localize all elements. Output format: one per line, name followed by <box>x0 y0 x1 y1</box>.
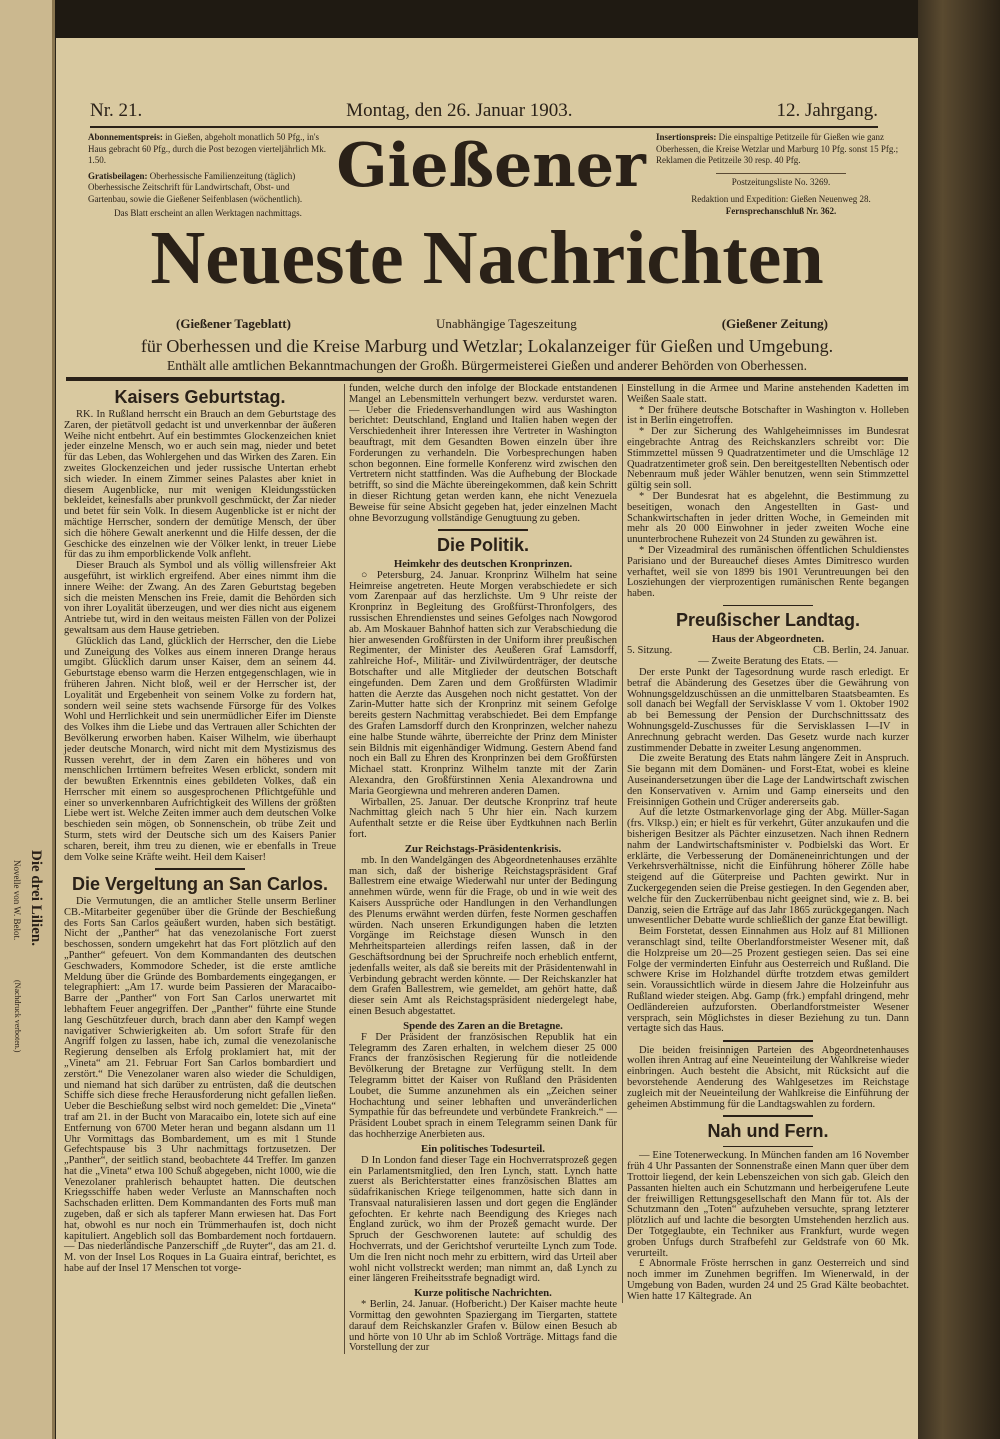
article-paragraph: ○ Petersburg, 24. Januar. Kronprinz Wilhelm hat seine Heimreise angetreten. Heute Morgen verabschiedete er sich vom Zarenpaar auf das herzlichste. Um 9 Uhr reiste der Kronprinz in Begleitung des Großfürst-Thronfolgers, des russischen Ehrendienstes und seines Gefolges nach Nowgorod ab. Am Moskauer Bahnhof hatten sich zur Verabschiedung die hier anwesenden Großfürsten in der Uniform ihrer preußischen Regimenter, der Minister des Aeußeren Graf Lamsdorff, zahlreiche Hof-, Militär- und Zivilwürdenträger, der deutsche Botschafter und alle Mitglieder der deutschen Botschaft eingefunden. Dem Zaren und dem Großfürsten Wladimir hatten die Aerzte das Ausgehen noch nicht gestattet. Von der Zarin-Mutter hatte sich der Kronprinz mit seinem Gefolge bereits gestern Nachmittag verabschiedet. Bei dem Empfange des Grafen Lamsdorff durch den Kronprinzen, welcher nahezu eine halbe Stunde währte, überreichte der Prinz dem Minister sein Bildnis mit eigenhändiger Widmung. Gestern Abend fand noch ein Ball zu Ehren des Kronprinzen bei dem Großfürsten Michael statt. Kronprinz Wilhelm tanzte mit der Zarin Alexandra, den Großfürstinnen Xenia Alexandrowna und Maria Georgiewna und mehreren anderen Damen. <box>349 569 617 797</box>
article-paragraph: Die zweite Beratung des Etats nahm längere Zeit in Anspruch. Sie begann mit dem Domänen- und Forst-Etat, wobei es kleine Auseinandersetzungen über die Lage der Landwirtschaft zwischen den Konservativen v. Arnim und Gamp einerseits und den Freisinnigen Gothein und Crüger andererseits gab. <box>627 753 909 808</box>
divider <box>723 1115 813 1117</box>
article-paragraph: D In London fand dieser Tage ein Hochverratsprozeß gegen ein Parlamentsmitglied, den Iren Lynch, statt. Lynch hatte zuerst als Berichterstatter eines französischen Blattes am südafrikanischen Kriege teilgenommen, hatte sich dann in Transvaal naturalisieren lassen und dort gegen die Engländer gefochten. Er kehrte nach Beendigung des Krieges nach England zurück, wo ihm der Prozeß gemacht wurde. Der Spruch der Geschworenen lautete: auf schuldig des Hochverrats, und der Gerichtshof verurteilte Lynch zum Tode. Um die Iren nicht noch mehr zu erbittern, wird das Urteil aber wohl nicht vollstreckt werden; man nimmt an, daß Lynch zu einer längeren Freiheitsstrafe begnadigt wird. <box>349 1154 617 1285</box>
advertising-box <box>656 132 906 217</box>
article-subheadline: Ein politisches Todesurteil. <box>421 1142 545 1155</box>
masthead-rule <box>66 377 908 381</box>
article-subheadline: Haus der Abgeordneten. <box>711 633 825 646</box>
divider <box>155 868 245 870</box>
article-subheadline: Heimkehr des deutschen Kronprinzen. <box>393 557 573 570</box>
article-subheadline: Zur Reichstags-Präsidentenkrisis. <box>404 842 562 855</box>
article-paragraph: F Der Präsident der französischen Republik hat ein Telegramm des Zaren erhalten, in welchem dieser 25 000 Francs der französischen Regierung für die notleidende Bevölkerung der Bretagne zur Verfügung stellt. In dem Telegramm bittet der Kaiser von Rußland den Präsidenten Loubet, die Summe anzunehmen als ein „Zeichen seiner Hochachtung und seiner lebhaften und unveränderlichen Sympathie für das befreundete und verbündete Frankreich.“ — Präsident Loubet sprach in einem Telegramm seinen Dank für das hochherzige Anerbieten aus. <box>349 1031 617 1140</box>
article-subheadline: Spende des Zaren an die Bretagne. <box>403 1019 563 1032</box>
serial-byline: Novelle von W. Belot. <box>12 860 22 941</box>
article-paragraph: Der erste Punkt der Tagesordnung wurde rasch erledigt. Er betraf die Abänderung des Gesetzes über die Gewährung von Wohnungsgeldzuschüssen an die unmittelbaren Staatsbeamten. Es soll danach bei Wegfall der Servisklasse V vom 1. Oktober 1902 ab bei Bemessung der Pension der Durchschnittssatz des Wohnungsgeld-Zuschusses für die Servisklassen I—IV in Anrechnung gebracht werden. Das Gesetz wurde nach kurzer zustimmender Debatte in zweiter Lesung angenommen. <box>627 667 909 754</box>
article-subheadline: Kurze politische Nachrichten. <box>414 1287 552 1300</box>
article-paragraph: Die Vermutungen, die an amtlicher Stelle unserm Berliner CB.-Mitarbeiter gegenüber über die Gründe der Beschießung des Forts San Carlos geäußert wurden, haben sich bestätigt. Nicht der „Panther“ hat das venezolanische Fort zuerst beschossen, sondern umgekehrt hat das Fort plötzlich auf den „Panther“ gefeuert. Von dem Kommandanten des deutschen Geschwaders, Kommodore Scheder, ist die erste amtliche Meldung über die Gründe des Bombardements eingegangen, er telegraphiert: „Am 17. wurde beim Passieren der Maracaibo-Barre der „Panther“ von Fort San Carlos unerwartet mit lebhaftem Feuer angegriffen. Der „Panther“ führte eine Stunde lang Geschützfeuer durch, brach dann aber den Kampf wegen navigativer Schwierigkeiten ab. Um sofort Strafe für den Angriff folgen zu lassen, habe ich, zumal die venezolanische Regierung denselben als Erfolg proklamiert hat, mit der „Vineta“ am 21. Februar Fort San Carlos bombardiert und zerstört.“ Die Venezolaner waren also wieder die Schuldigen, und niemand hat sich darüber zu entrüsten, daß die deutschen Schiffe sich diese freche Herausforderung nicht gefallen ließen. Ueber die Beschießung selbst wird noch gemeldet: Die „Vineta“ traf am 21. in der Bucht von Maracaibo ein, lotete sich auf eine Entfernung von 6700 Meter heran und begann alsdann um 11 Uhr Vormittags das Bombardement, um es mit 1 Stunde Gefechtspause bis 3 Uhr nachmittags fortzusetzen. Der „Panther“, der seitlich stand, beobachtete 44 Treffer. Im ganzen hat die „Vineta“ etwa 100 Schuß abgegeben, nicht 1000, wie die Venezolaner prahlerisch behauptet hatten. Die deutschen Kriegsschiffe haben weder Verluste an Mannschaften noch Sachschaden erlitten. Dem Kommandanten des Forts muß man zugeben, daß er sich als tapferer Mann erwiesen hat. Das Fort hat, obwohl es nur noch ein Trümmerhaufen ist, doch nicht kapituliert. Angeblich soll das Bombardement noch fortdauern. — Das niederländische Panzerschiff „de Ruyter“, das am 21. d. M. von der Insel Los Roques in La Guaira eintraf, berichtet, es habe auf der Insel 17 Menschen tot vorge- <box>64 895 336 1275</box>
subtitle-row <box>176 316 828 332</box>
issue-date: Montag, den 26. Januar 1903. <box>346 100 573 121</box>
ad-label: Insertionspreis: <box>656 132 717 142</box>
article-paragraph: — Eine Totenerweckung. In München fanden am 16 November früh 4 Uhr Passanten der Sonnenstraße einen Mann quer über dem Trottoir liegend, der kein Lebenszeichen von sich gab. Gleich den Passanten hielten auch ein Schutzmann und herbeigerufene Leute der freiwilligen Rettungsgesellschaft den Mann für tot. Als der Schutzmann den „Toten“ aufzuheben versuchte, sprang letzterer plötzlich auf und lachte die besorgten Umstehenden herzlich aus. Der Totgeglaubte, ein Techniker aus Frankfurt, wurde wegen groben Unfugs durch Strafbefehl zur Geldstrafe von 60 Mk. verurteilt. <box>627 1150 909 1259</box>
newspaper-page <box>56 38 918 1439</box>
official-notices-line: Enthält alle amtlichen Bekanntmachungen der Großh. Bürgermeisterei Gießen und anderer Behörden von Oberhessen. <box>166 358 808 373</box>
publication-note: Das Blatt erscheint an allen Werktagen nachmittags. <box>114 208 302 218</box>
divider <box>438 529 528 531</box>
scan-border-top <box>0 0 1000 40</box>
masthead-title-2: Neueste Nachrichten <box>150 216 824 300</box>
article-paragraph: Beim Forstetat, dessen Einnahmen aus Holz auf 81 Millionen veranschlagt sind, teilte Oberlandforstmeister Wesener mit, daß die Holzpreise um 20—25 Prozent gestiegen seien. Das sei eine Folge der verminderten Einfuhr aus Oesterreich und Rußland. Die schwere Krise im Holzhandel dürfte trotzdem etwas gemildert sein. Voraussichtlich würde in diesem Jahre die Holzeinfuhr aus Rußland wieder steigen. Abg. Gamp (frk.) empfahl dringend, mehr Oedländereien aufzuforsten. Oberlandforstmeister Wesener versprach, sein Möglichstes in dieser Beziehung zu tun. Dann vertagte sich das Haus. <box>627 926 909 1035</box>
serial-title: Die drei Lilien. <box>28 850 44 946</box>
article-paragraph: £ Abnormale Fröste herrschen in ganz Oesterreich und sind noch immer im Zunehmen begriffen. Im Wienerwald, in der Umgebung von Baden, wurden 24 und 25 Grad Kälte beobachtet. Wien hatte 17 Kältegrade. An <box>627 1258 909 1302</box>
article-headline: Die Politik. <box>436 534 530 555</box>
subscription-box <box>88 132 328 220</box>
subscription-text: in Gießen, abgeholt monatlich 50 Pfg., in's Haus gebracht 60 Pfg., durch die Post bezogen vierteljährlich Mk. 1.50. <box>88 132 326 165</box>
article-headline: Die Vergeltung an San Carlos. <box>71 873 329 894</box>
adjacent-page-strip <box>0 0 55 1439</box>
region-line: für Oberhessen und die Kreise Marburg und Wetzlar; Lokalanzeiger für Gießen und Umgebung. <box>140 336 834 356</box>
subtitle-left: (Gießener Tageblatt) <box>176 316 291 331</box>
article-headline: Kaisers Geburtstag. <box>114 387 286 407</box>
scan-border-right <box>918 0 1000 1439</box>
subtitle-right: (Gießener Zeitung) <box>721 316 828 331</box>
article-paragraph: * Der frühere deutsche Botschafter in Washington v. Holleben ist in Berlin eingetroffen. <box>627 404 909 427</box>
article-headline: Nah und Fern. <box>707 1120 829 1141</box>
article-paragraph: Die beiden freisinnigen Parteien des Abgeordnetenhauses wollen ihren Antrag auf eine Neueinteilung der Wahlkreise wieder einbringen. Auch besteht die Absicht, mit Rücksicht auf die bevorstehende Aenderung des Wahlgesetzes im Reichstage zugleich mit der Neueinteilung der Wahlkreise die Einführung der geheimen Abstimmung für die Landtagswahlen zu fordern. <box>627 1044 909 1110</box>
article-paragraph: Wirballen, 25. Januar. Der deutsche Kronprinz traf heute Nachmittag gleich nach 5 Uhr hier ein. Nach kurzem Aufenthalt setzte er die Reise über Eydtkuhnen nach Berlin fort. <box>349 796 617 840</box>
divider <box>723 1146 813 1148</box>
editorial-address: Redaktion und Expedition: Gießen Neuenweg 28. <box>691 194 871 204</box>
article-paragraph: mb. In den Wandelgängen des Abgeordnetenhauses erzählte man sich, daß der bisherige Reichstagspräsident Graf Ballestrem eine etwaige Wiederwahl nur unter der Bedingung annehmen würde, wenn für die Frage, ob und in wie weit des Kaisers Aussprüche oder Handlungen in den Verhandlungen des Plenums erwähnt werden dürfen, feste Normen geschaffen würden. Nach unseren Erkundigungen haben die letzten Vorgänge im Reichstage diesen Wunsch in den Mehrheitsparteien allerdings reifen lassen, daß in der Geschäftsordnung bei der Spruchreife noch erheblich entfernt, jedenfalls weiter, als daß sie bereits mit der Präsidentenwahl in Verbindung gebracht werden könnte. — Der Reichskanzler hat dem Grafen Ballestrem, wie gemeldet, am gehört hatte, daß dieser sein Amt als Reichstagspräsident niedergelegt habe, einen Besuch abgestattet. <box>349 854 617 1017</box>
serial-reprint-note: (Nachdruck verboten.) <box>13 980 22 1053</box>
ad-price: Die einspaltige Petitzeile für Gießen wie ganz Oberhessen, die Kreise Wetzlar und Marburg 10 Pfg. sonst 15 Pfg.; Reklamen die Petitzeile 30 resp. 40 Pfg. <box>656 132 899 165</box>
article-headline: Preußischer Landtag. <box>675 610 861 631</box>
postal-list: Postzeitungsliste No. 3269. <box>716 173 846 189</box>
divider <box>723 605 813 607</box>
section-caption: — Zweite Beratung des Etats. — <box>698 656 838 668</box>
article-paragraph: * Der zur Sicherung des Wahlgeheimnisses im Bundesrat eingebrachte Antrag des Reichskanzlers schreibt vor: Die Stimmzettel müssen 9 Quadratzentimeter und die Umschläge 12 Quadratzentimeter groß sein. Den bereitgestellten Nebentisch oder Nebenraum muß jeder Wähler benutzen, wenn sein Stimmzettel gültig sein soll. <box>627 426 909 492</box>
masthead-title-1: Gießener <box>336 131 646 201</box>
article-paragraph: Einstellung in die Armee und Marine anstehenden Kadetten im Weißen Saale statt. <box>627 383 909 405</box>
supplements-label: Gratisbeilagen: <box>88 170 148 181</box>
divider <box>723 1040 813 1042</box>
subscription-label: Abonnementspreis: <box>88 132 163 142</box>
column-3 <box>622 384 909 1303</box>
supplements-text: Oberhessische Familienzeitung (täglich) Oberhessische Zeitschrift für Landwirtschaft, Obst- und Gartenbau, sowie die Gießener Seifenblasen (wöchentlich). <box>88 170 303 204</box>
article-paragraph: * Der Bundesrat hat es abgelehnt, die Bestimmung zu beseitigen, wonach den Angestellten in Gast- und Schankwirtschaften in jeder dritten Woche, in Gemeinden mit mehr als 20 000 Einwohner in jeder zweiten Woche eine ununterbrochene Ruhezeit von 24 Stunden zu gewähren ist. <box>627 490 909 546</box>
column-1 <box>64 384 336 1275</box>
subtitle-center: Unabhängige Tageszeitung <box>435 316 577 331</box>
article-paragraph: Auf die letzte Ostmarkenvorlage ging der Abg. Müller-Sagan (frs. Vlksp.) ein; er hielt es für verkehrt, Güter anzukaufen und die bisherigen Besitzer als Pächter einzusetzen. Nach ihnen Rednern nahm der Landwirtschaftsminister v. Podbielski das Wort. Er erklärte, die Verbesserung der Domäneneinrichtungen und der Verkehrsverhältnisse, nicht die Einführung höherer Zölle habe steigend auf die Güterpreise und Pachten gewirkt. Nur in Zuckergegenden seien die Preise gestiegen. In den Gegenden aber, welche für den Zuckerrübenbau nicht geeignet sind, wie z. B. bei Danzig, seien die Erträge auf das Jahr 1865 zurückgegangen. Nach unwesentlicher Debatte wurde schließlich der ganze Etat bewilligt. <box>627 807 909 927</box>
article-paragraph: * Der Vizeadmiral des rumänischen öffentlichen Schuldienstes Parisiano und der Bureauchef dieses Amtes Dimitresco wurden verhaftet, weil sie von 1899 bis 1901 Veruntreuungen bei den Losziehungen der vierprozentigen rumänischen Rente begangen haben. <box>627 544 909 600</box>
phone-number: Fernsprechanschluß Nr. 362. <box>725 205 837 216</box>
article-paragraph: funden, welche durch den infolge der Blockade entstandenen Mangel an Lebensmitteln verhungert bezw. verdurstet waren. — Ueber die Friedensverhandlungen wird aus Washington berichtet: Deutschland, England und Italien haben wegen der Verschiedenheit ihrer Interessen ihre Vertreter in Washington beauftragt, mit dem Gesandten Bowen einzeln über ihre Forderungen zu verhandeln. Die Vorbesprechungen haben schon begonnen. Eine formelle Konferenz wird zwischen den Vertretern nicht stattfinden. Was die Aufhebung der Blockade betrifft, so sind die Mächte übereingekommen, daß kein Schritt in dieser Richtung getan werden kann, ehe nicht Venezuela Beweise für seine Absicht gegeben hat, jeder einzelnen Macht ohne Bevorzugung vollständige Genugtuung zu geben. <box>349 383 617 524</box>
article-paragraph: RK. In Rußland herrscht ein Brauch an dem Geburtstage des Zaren, der pietätvoll gedacht ist und unverkennbar der äußeren Weihe nicht entbehrt. Auf ein bestimmtes Glockenzeichen kniet jeder einzelne Mensch, wo er auch sein mag, nieder und betet für das Leben, das Wohlergehen und das Wirken des Zaren. Ein zweites Glockenzeichen und jeder russische Untertan erhebt sich wieder. In einem Zimmer seines Palastes aber kniet in diesem Augenblicke, nur mit wenigen Kleidungsstücken bekleidet, keinesfalls aber prunkvoll geschmückt, der Zar nieder und betet für sein Volk. In diesem Augenblicke ist er nicht der mächtige Herrscher, sondern der demütige Mensch, der über sich die höhere Gewalt anerkennt und die Hilfe dessen, der die Geschicke des einzelnen wie der Völker lenkt, in treuer Liebe für das zu ihm emporblickende Volk anfleht. <box>64 409 336 561</box>
dateline-left: 5. Sitzung. <box>627 645 673 657</box>
article-paragraph: * Berlin, 24. Januar. (Hofbericht.) Der Kaiser machte heute Vormittag den gewohnten Spaziergang im Tiergarten, stattete darauf dem Reichskanzler Grafen v. Bülow einen Besuch ab und hörte von 10 Uhr ab im Schloß Vorträge. Mittags fand die Vorstellung der zur <box>349 1299 617 1354</box>
volume: 12. Jahrgang. <box>776 100 878 121</box>
article-paragraph: Dieser Brauch als Symbol und als völlig willensfreier Akt ausgeführt, ist wirklich ergreifend. Aber eines nimmt ihm die innere Weihe: der Zwang. An des Zaren Geburtstag begeben sich die meisten Menschen ins Freie, damit die Behörden sich von ihrer Loyalität überzeugen, und wer dies nicht aus eigenem Antriebe tut, wird in den weitaus meisten Fällen von der Polizei gewaltsam aus dem Hause getrieben. <box>64 560 336 636</box>
article-paragraph: Glücklich das Land, glücklich der Herrscher, den die Liebe und Zuneigung des Volkes aus einem inneren Drange heraus umgibt. Glücklich darum unser Kaiser, dem an seinem 44. Geburtstage ebenso warm die Herzen entgegenschlagen, wie in früheren Jahren. Nicht bloß, weil er der Herrscher ist, der Loyalität und Ergebenheit von seinem Volke zu fordern hat, sondern weil seine stets wachsende Fürsorge für des Volkes Wohl und Herrlichkeit und sein unermüdlicher Eifer im Dienste des Volkes ihm die Liebe und das Vertrauen aller Schichten der Bevölkerung erworben haben. Kaiser Wilhelm, wie überhaupt jeder deutsche Monarch, wird nicht mit dem Mystizismus des Russen verehrt, der in dem Zaren ein höheres und von menschlichen Irrtümern befreites Wesen erblickt, sondern mit der bewußten Erkenntnis eines gebildeten Volkes, daß ein Herrscher mit einem so ausgesprochenen Pflichtgefühle und einer so unverkennbaren Aufrichtigkeit des Willens der größten Liebe wert ist. Welche Zeiten immer auch dem deutschen Volke beschieden sein mögen, ob Sonnenschein, ob trübe Zeit und Sturm, stets wird der Deutsche sich um des Kaisers Panier scharen, bereit, ihm treu zu dienen, wie er ebenfalls in Treue dem Volke seine Kräfte weiht. Heil dem Kaiser! <box>64 635 336 863</box>
issue-number: Nr. 21. <box>90 100 143 121</box>
header-line <box>90 100 878 128</box>
dateline-right: CB. Berlin, 24. Januar. <box>813 645 909 657</box>
column-2 <box>344 384 617 1354</box>
